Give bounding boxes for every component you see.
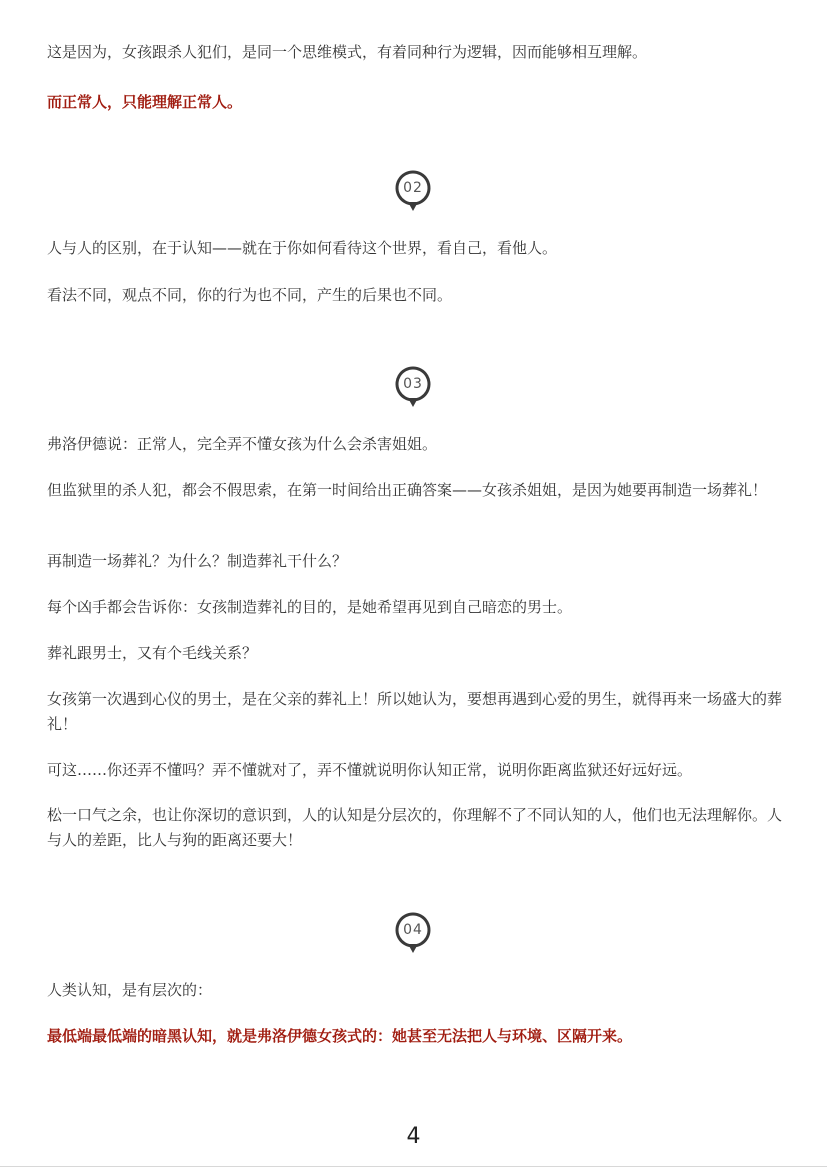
section-number: 02: [403, 180, 423, 196]
section-marker-03: [395, 366, 431, 410]
paragraph: 看法不同，观点不同，你的行为也不同，产生的后果也不同。: [47, 286, 453, 304]
paragraph: 每个凶手都会告诉你：女孩制造葬礼的目的，是她希望再见到自己暗恋的男士。: [47, 598, 573, 616]
paragraph: 再制造一场葬礼？为什么？制造葬礼干什么？: [47, 552, 348, 570]
paragraph: 人类认知，是有层次的：: [47, 981, 213, 999]
paragraph: 可这……你还弄不懂吗？弄不懂就对了，弄不懂就说明你认知正常，说明你距离监狱还好远好远。: [47, 761, 693, 779]
page-divider: [0, 1166, 827, 1167]
section-number: 04: [403, 922, 423, 938]
page-number: 4: [406, 1124, 421, 1149]
paragraph: 这是因为，女孩跟杀人犯们，是同一个思维模式，有着同种行为逻辑，因而能够相互理解。: [47, 43, 648, 61]
section-number: 03: [403, 376, 423, 392]
paragraph: 葬礼跟男士，又有个毛线关系？: [47, 644, 258, 662]
section-marker-04: [395, 912, 431, 956]
paragraph: 人与人的区别，在于认知——就在于你如何看待这个世界，看自己，看他人。: [47, 239, 558, 257]
highlighted-paragraph: 而正常人，只能理解正常人。: [47, 93, 243, 111]
paragraph: 但监狱里的杀人犯，都会不假思索，在第一时间给出正确答案——女孩杀姐姐，是因为她要再制造一场葬礼！: [47, 481, 768, 499]
highlighted-paragraph: 最低端最低端的暗黑认知，就是弗洛伊德女孩式的：她甚至无法把人与环境、区隔开来。: [47, 1027, 633, 1045]
paragraph: 女孩第一次遇到心仪的男士，是在父亲的葬礼上！所以她认为，要想再遇到心爱的男生，就得再来一场盛大的葬礼！: [47, 690, 783, 733]
paragraph: 松一口气之余，也让你深切的意识到，人的认知是分层次的，你理解不了不同认知的人，他们也无法理解你。人与人的差距，比人与狗的距离还要大！: [47, 806, 783, 849]
paragraph: 弗洛伊德说：正常人，完全弄不懂女孩为什么会杀害姐姐。: [47, 435, 438, 453]
section-marker-02: [395, 170, 431, 214]
